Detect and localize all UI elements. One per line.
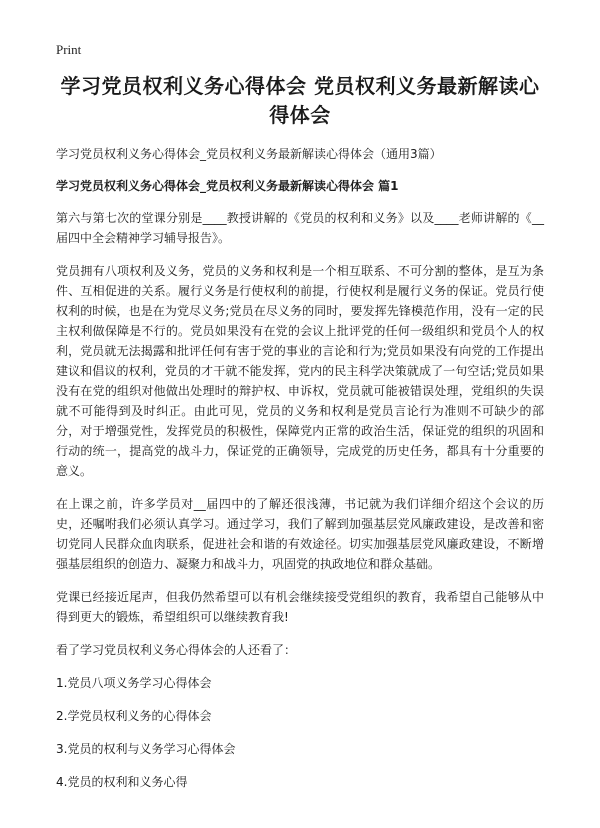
- paragraph-rights-duties: 党员拥有八项权利及义务，党员的义务和权利是一个相互联系、不可分割的整体，是互为条件、互相促进的关系。履行义务是行使权利的前提，行使权利是履行义务的保证。党员行使权利的时候，也是在为党尽义务;党员在尽义务的同时，要发挥先锋模范作用，没有一定的民主权利做保障是不行的。党员如果没有在党的会议上批评党的任何一级组织和党员个人的权利，党员就无法揭露和批评任何有害于党的事业的言论和行为;党员如果没有向党的工作提出建议和倡议的权利，党员的才干就不能发挥，党内的民主科学决策就成了一句空话;党员如果没有在党的组织对他做出处理时的辩护权、申诉权，党员就可能被错误处理，党组织的失误就不可能得到及时纠正。由此可见，党员的义务和权利是党员言论行为准则不可缺少的部分，对于增强党性，发挥党员的积极性，保障党内正常的政治生活，保证党的组织的巩固和行动的统一，提高党的战斗力，保证党的正确领导，完成党的历史任务，都具有十分重要的意义。: [56, 264, 544, 478]
- related-link-1[interactable]: 1.党员八项义务学习心得体会: [56, 676, 212, 690]
- page-title: 学习党员权利义务心得体会 党员权利义务最新解读心得体会: [60, 74, 540, 127]
- related-link-4[interactable]: 4.党员的权利和义务心得: [56, 775, 188, 789]
- paragraph-intro: 第六与第七次的堂课分别是____教授讲解的《党员的权利和义务》以及____老师讲解的《__届四中全会精神学习辅导报告》。: [56, 211, 544, 245]
- print-label: Print: [56, 42, 82, 57]
- paragraph-closing: 党课已经接近尾声，但我仍然希望可以有机会继续接受党组织的教育，我希望自己能够从中得到更大的锻炼，希望组织可以继续教育我!: [56, 590, 544, 624]
- section-heading: 学习党员权利义务心得体会_党员权利义务最新解读心得体会 篇1: [56, 179, 399, 193]
- related-heading: 看了学习党员权利义务心得体会的人还看了：: [56, 643, 297, 657]
- paragraph-plenum: 在上课之前，许多学员对__届四中的了解还很浅薄，书记就为我们详细介绍这个会议的历史，还嘱咐我们必须认真学习。通过学习，我们了解到加强基层党风廉政建设，是改善和密切党同人民群众血肉联系，促进社会和谐的有效途径。切实加强基层党风廉政建设，不断增强基层组织的创造力、凝聚力和战斗力，巩固党的执政地位和群众基础。: [56, 497, 544, 571]
- related-link-3[interactable]: 3.党员的权利与义务学习心得体会: [56, 742, 236, 756]
- document-subtitle: 学习党员权利义务心得体会_党员权利义务最新解读心得体会（通用3篇）: [56, 147, 442, 161]
- related-link-2[interactable]: 2.学党员权利义务的心得体会: [56, 709, 212, 723]
